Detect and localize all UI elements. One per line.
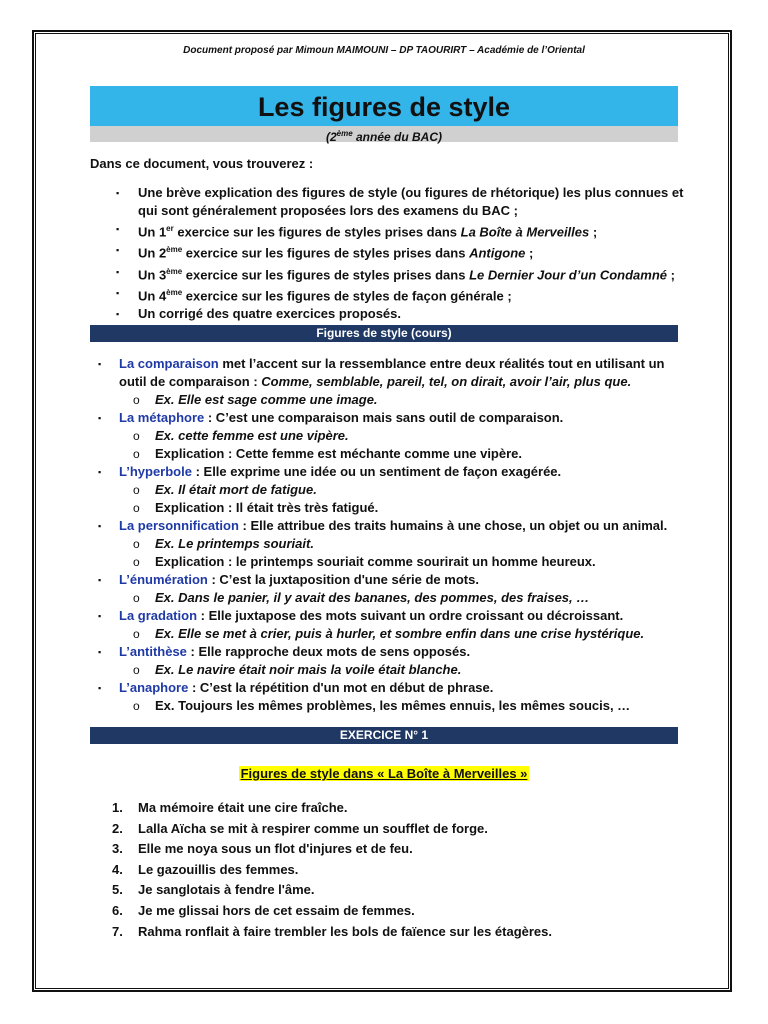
intro-item-mid: exercice sur les figures de styles de façon générale ;: [182, 288, 512, 304]
sub-bullet-icon: o: [133, 447, 140, 461]
bullet-icon: ▪: [98, 359, 102, 369]
exercise-sentence: Je me glissai hors de cet essaim de femmes.: [138, 902, 415, 918]
bullet-icon: ▪: [98, 467, 102, 477]
figure-term: La personnification: [119, 518, 239, 533]
bullet-icon: ▪: [98, 647, 102, 657]
exercise-number: 5.: [112, 882, 123, 898]
figure-example-text: Ex. Le printemps souriait.: [155, 536, 314, 551]
intro-item-title: Antigone: [469, 245, 526, 261]
sub-bullet-icon: o: [133, 663, 140, 677]
intro-item-text: Un 1: [138, 224, 167, 240]
intro-item-text: Une brève explication des figures de style (ou figures de rhétorique) les plus connues et qui sont généralement proposées lors des examens du BAC ;: [138, 185, 684, 218]
bullet-icon: ▪: [116, 266, 120, 277]
figure-term: L’hyperbole: [119, 464, 192, 479]
exercise-item: [112, 839, 672, 860]
intro-item-mid: exercice sur les figures de styles prises dans: [173, 224, 461, 240]
figure-example-text: Ex. Elle est sage comme une image.: [155, 392, 378, 407]
figure-term: L’énumération: [119, 572, 208, 587]
figure-example-text: Ex. cette femme est une vipère.: [155, 428, 349, 443]
exercise-sentence: Le gazouillis des femmes.: [138, 861, 299, 877]
figure-item: [95, 607, 685, 625]
intro-item-post: ;: [667, 266, 675, 282]
figure-example-text: Explication : le printemps souriait comme sourirait un homme heureux.: [155, 554, 596, 569]
exercise-number: 1.: [112, 800, 123, 815]
exercise-sentence: Elle me noya sous un flot d'injures et de feu.: [138, 841, 413, 857]
exercise-title-text: Figures de style dans « La Boîte à Merveilles »: [240, 766, 528, 781]
figure-example-text: Ex. Le navire était noir mais la voile était blanche.: [155, 662, 462, 677]
exercise-list: [112, 798, 672, 942]
sub-bullet-icon: o: [133, 483, 140, 497]
exercise-item: [112, 819, 672, 840]
exercise-item: [112, 922, 672, 943]
exercise-title: [0, 765, 768, 783]
bullet-icon: ▪: [116, 287, 120, 298]
figure-example: [95, 481, 685, 499]
bullet-icon: ▪: [116, 309, 120, 320]
figure-definition: : Elle rapproche deux mots de sens opposés.: [186, 644, 471, 659]
figure-example-text: Ex. Dans le panier, il y avait des bananes, des pommes, des fraises, …: [155, 590, 590, 605]
figure-example-text: Ex. Elle se met à crier, puis à hurler, et sombre enfin dans une crise hystérique.: [155, 626, 645, 641]
figure-item: [95, 643, 685, 661]
sub-bullet-icon: o: [133, 393, 140, 407]
figure-definition: : C’est la juxtaposition d'une série de mots.: [207, 572, 479, 587]
document-credit: Document proposé par Mimoun MAIMOUNI – DP TAOURIRT – Académie de l’Oriental: [183, 45, 585, 56]
title-banner: [90, 86, 678, 126]
intro-item-sup: er: [166, 224, 174, 233]
course-list: [95, 355, 685, 715]
bullet-icon: ▪: [116, 224, 120, 234]
figure-item: [95, 679, 685, 697]
bullet-icon: ▪: [98, 611, 102, 621]
intro-list-item: [90, 184, 690, 220]
figure-item: [95, 463, 685, 481]
figure-term: L’anaphore: [119, 680, 189, 695]
figure-item: [95, 571, 685, 589]
figure-definition: : C’est la répétition d'un mot en début de phrase.: [188, 680, 494, 695]
intro-item-text: Un 3: [138, 266, 167, 282]
figure-example: [95, 499, 685, 517]
exercise-number: 6.: [112, 902, 123, 918]
exercise-number: 2.: [112, 820, 123, 836]
sub-bullet-icon: o: [133, 627, 140, 641]
bullet-icon: ▪: [98, 575, 102, 585]
intro-item-sup: ème: [166, 266, 183, 276]
sub-bullet-icon: o: [133, 537, 140, 551]
figure-term: La gradation: [119, 608, 198, 623]
exercise-item: [112, 880, 672, 901]
figure-example-text: Explication : Il était très très fatigué.: [155, 500, 379, 515]
exercise-number: 4.: [112, 861, 123, 877]
intro-item-sup: ème: [166, 245, 183, 255]
intro-item-text: Un 4: [138, 288, 167, 304]
figure-example: [95, 589, 685, 607]
figure-example: [95, 445, 685, 463]
intro-item-title: La Boîte à Merveilles: [460, 224, 590, 240]
figure-item: [95, 517, 685, 535]
figure-term: L’antithèse: [119, 644, 187, 659]
exercise-item: [112, 798, 672, 819]
intro-list-item: [90, 241, 690, 262]
figure-example: [95, 427, 685, 445]
figure-item: [95, 355, 685, 391]
sub-bullet-icon: o: [133, 429, 140, 443]
exercise-item: [112, 860, 672, 881]
intro-list-item: [90, 284, 690, 305]
exercise-number: 7.: [112, 923, 123, 939]
sub-bullet-icon: o: [133, 501, 140, 515]
exercise-section-header: EXERCICE N° 1: [90, 727, 678, 744]
intro-list-item: [90, 305, 690, 323]
intro-list: [90, 184, 690, 323]
exercise-number: 3.: [112, 841, 123, 857]
figure-definition: : Elle juxtapose des mots suivant un ordre croissant ou décroissant.: [197, 608, 624, 623]
figure-term: La comparaison: [119, 356, 219, 371]
sub-bullet-icon: o: [133, 699, 140, 713]
exercise-sentence: Je sanglotais à fendre l'âme.: [138, 882, 315, 898]
intro-item-text: Un 2: [138, 245, 167, 261]
subtitle-banner: [90, 126, 678, 142]
sub-bullet-icon: o: [133, 555, 140, 569]
figure-example: [95, 625, 685, 643]
intro-item-sup: ème: [166, 287, 183, 297]
intro-item-post: ;: [589, 224, 598, 240]
subtitle-sup: ème: [336, 129, 353, 138]
figure-example: [95, 661, 685, 679]
intro-item-mid: exercice sur les figures de styles prises dans: [182, 245, 470, 261]
sub-bullet-icon: o: [133, 591, 140, 605]
figure-example-text: Ex. Il était mort de fatigue.: [155, 482, 317, 497]
intro-item-mid: exercice sur les figures de styles prises dans: [182, 266, 470, 282]
exercise-sentence: Lalla Aïcha se mit à respirer comme un soufflet de forge.: [138, 820, 488, 836]
figure-term: La métaphore: [119, 410, 205, 425]
subtitle-pre: (2: [325, 130, 337, 144]
figure-example: [95, 697, 685, 715]
page-title: Les figures de style: [257, 92, 511, 122]
figure-example-text: Explication : Cette femme est méchante comme une vipère.: [155, 446, 523, 461]
figure-definition: : Elle exprime une idée ou un sentiment de façon exagérée.: [191, 464, 562, 479]
exercise-sentence: Ma mémoire était une cire fraîche.: [138, 800, 348, 815]
bullet-icon: ▪: [98, 413, 102, 423]
bullet-icon: ▪: [98, 683, 102, 693]
figure-definition: : C’est une comparaison mais sans outil de comparaison.: [204, 410, 564, 425]
course-section-header: Figures de style (cours): [90, 325, 678, 342]
figure-example: [95, 391, 685, 409]
figure-item: [95, 409, 685, 427]
subtitle-post: année du BAC): [352, 130, 443, 144]
exercise-item: [112, 901, 672, 922]
figure-definition: met l’accent sur la ressemblance entre deux réalités tout en utilisant un outil de comparaison :: [119, 356, 665, 389]
figure-example-text: Ex. Toujours les mêmes problèmes, les mêmes ennuis, les mêmes soucis, …: [155, 698, 631, 713]
figure-definition-tools: Comme, semblable, pareil, tel, on dirait, avoir l’air, plus que.: [261, 374, 632, 389]
intro-item-text: Un corrigé des quatre exercices proposés.: [138, 306, 401, 322]
bullet-icon: ▪: [116, 188, 120, 198]
intro-list-item: [90, 220, 690, 241]
bullet-icon: ▪: [116, 245, 120, 256]
exercise-sentence: Rahma ronflait à faire trembler les bols de faïence sur les étagères.: [138, 923, 553, 939]
figure-example: [95, 553, 685, 571]
intro-item-title: Le Dernier Jour d’un Condamné: [469, 266, 667, 282]
intro-item-post: ;: [525, 245, 534, 261]
figure-definition: : Elle attribue des traits humains à une chose, un objet ou un animal.: [238, 518, 668, 533]
intro-text: Dans ce document, vous trouverez :: [90, 156, 314, 171]
bullet-icon: ▪: [98, 521, 102, 531]
figure-example: [95, 535, 685, 553]
intro-list-item: [90, 263, 690, 284]
